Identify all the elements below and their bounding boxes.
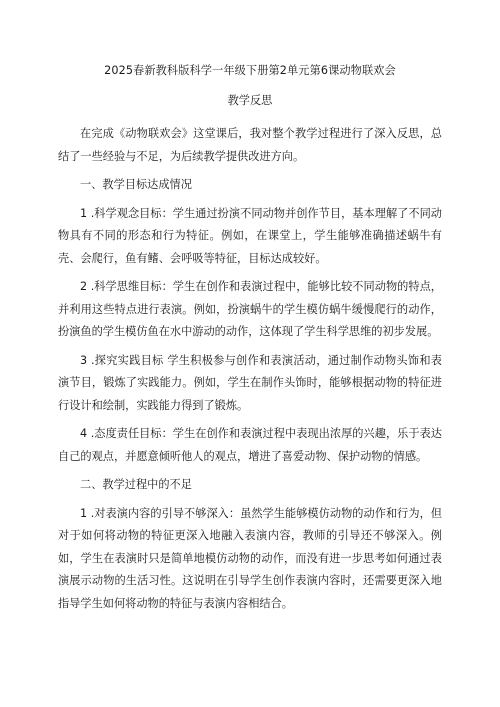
goal-paragraph-3: 3 .探究实践目标 学生积极参与创作和表演活动，通过制作动物头饰和表演节目，锻炼了实践能力。例如，学生在制作头饰时，能够根据动物的特征进行设计和绘制，实践能力得到了锻炼。 bbox=[58, 353, 442, 412]
section-heading-goals: 一、教学目标达成情况 bbox=[80, 178, 192, 191]
intro-paragraph: 在完成《动物联欢会》这堂课后，我对整个教学过程进行了深入反思，总结了一些经验与不足，为后续教学提供改进方向。 bbox=[58, 127, 442, 163]
document-subtitle: 教学反思 bbox=[227, 94, 273, 107]
section-heading-shortcomings: 二、教学过程中的不足 bbox=[80, 478, 192, 491]
goal-paragraph-4: 4 .态度责任目标：学生在创作和表演过程中表现出浓厚的兴趣，乐于表达自己的观点，并愿意倾听他人的观点，增进了喜爱动物、保护动物的情感。 bbox=[58, 427, 442, 463]
goal-paragraph-2: 2 .科学思维目标：学生在创作和表演过程中，能够比较不同动物的特点，并利用这些特点进行表演。例如，扮演蜗牛的学生模仿蜗牛缓慢爬行的动作，扮演鱼的学生模仿鱼在水中游动的动作，这体现了学生科学思维的初步发展。 bbox=[58, 280, 442, 338]
goal-paragraph-1: 1 .科学观念目标：学生通过扮演不同动物并创作节目，基本理解了不同动物具有不同的形态和行为特征。例如，在课堂上，学生能够准确描述蜗牛有壳、会爬行，鱼有鳍、会呼吸等特征，目标达成较好。 bbox=[58, 206, 442, 265]
shortcoming-paragraph-1: 1 .对表演内容的引导不够深入：虽然学生能够模仿动物的动作和行为，但对于如何将动物的特征更深入地融入表演内容，教师的引导还不够深入。例如，学生在表演时只是简单地模仿动物的动作，而没有进一步思考如何通过表演展示动物的生活习性。这说明在引导学生创作表演内容时，还需要更深入地指导学生如何将动物的特征与表演内容相结合。 bbox=[58, 506, 442, 610]
document-title: 2025春新教科版科学一年级下册第2单元第6课动物联欢会 bbox=[104, 64, 396, 77]
